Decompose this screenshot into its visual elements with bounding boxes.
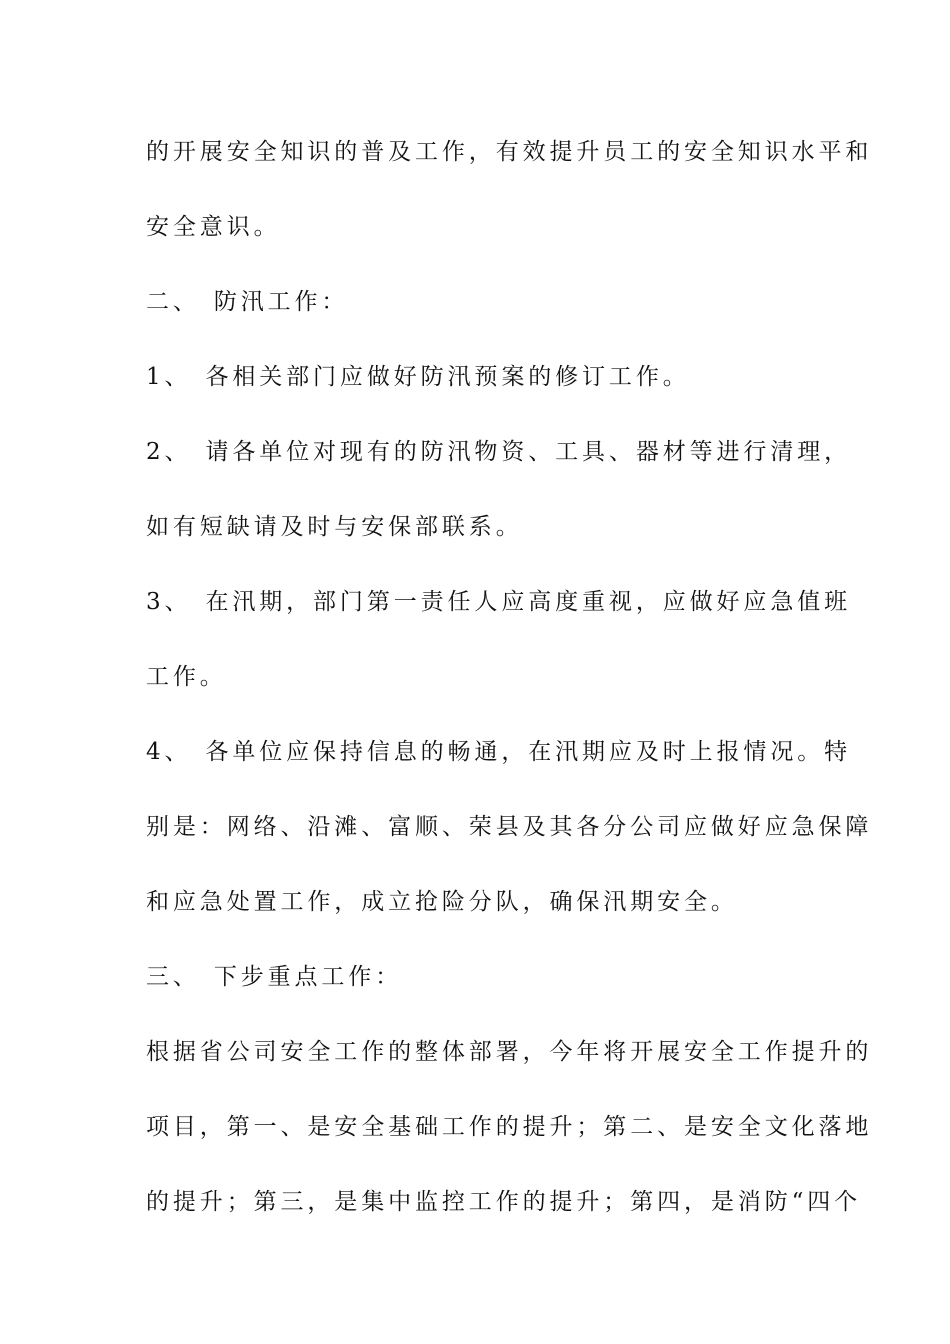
text-line [146,1109,873,1145]
line-text: 根据省公司安全工作的整体部署，今年将开展安全工作提升的 [146,1039,873,1065]
section-heading [146,284,826,320]
heading-text: 下步重点工作： [213,964,403,990]
line-text: 如有短缺请及时与安保部联系。 [146,514,523,540]
text-line [146,884,826,920]
line-text: 的提升；第三，是集中监控工作的提升；第四，是消防“四个 [146,1189,862,1215]
list-item [146,734,852,770]
list-text: 各单位应保持信息的畅通，在汛期应及时上报情况。特 [205,739,852,765]
list-number: 2、 [146,439,192,465]
list-number: 4、 [146,739,192,765]
list-item [146,584,852,620]
line-text: 项目，第一、是安全基础工作的提升；第二、是安全文化落地 [146,1114,873,1140]
text-line [146,809,873,845]
list-text: 各相关部门应做好防汛预案的修订工作。 [205,364,690,390]
line-text: 的开展安全知识的普及工作，有效提升员工的安全知识水平和 [146,139,873,165]
text-line [146,134,873,170]
text-line [146,659,826,695]
line-text: 和应急处置工作，成立抢险分队，确保汛期安全。 [146,889,738,915]
list-text: 请各单位对现有的防汛物资、工具、器材等进行清理， [205,439,852,465]
line-text: 安全意识。 [146,214,281,240]
list-item [146,359,826,395]
text-line [146,209,826,245]
heading-number: 三、 [146,964,200,990]
list-item [146,434,852,470]
text-line [146,1184,862,1220]
text-line [146,1034,873,1070]
list-number: 1、 [146,364,192,390]
section-heading [146,959,826,995]
heading-text: 防汛工作： [213,289,349,315]
list-number: 3、 [146,589,192,615]
line-text: 别是：网络、沿滩、富顺、荣县及其各分公司应做好应急保障 [146,814,873,840]
heading-number: 二、 [146,289,200,315]
list-text: 在汛期，部门第一责任人应高度重视，应做好应急值班 [205,589,852,615]
line-text: 工作。 [146,664,227,690]
text-line [146,509,826,545]
